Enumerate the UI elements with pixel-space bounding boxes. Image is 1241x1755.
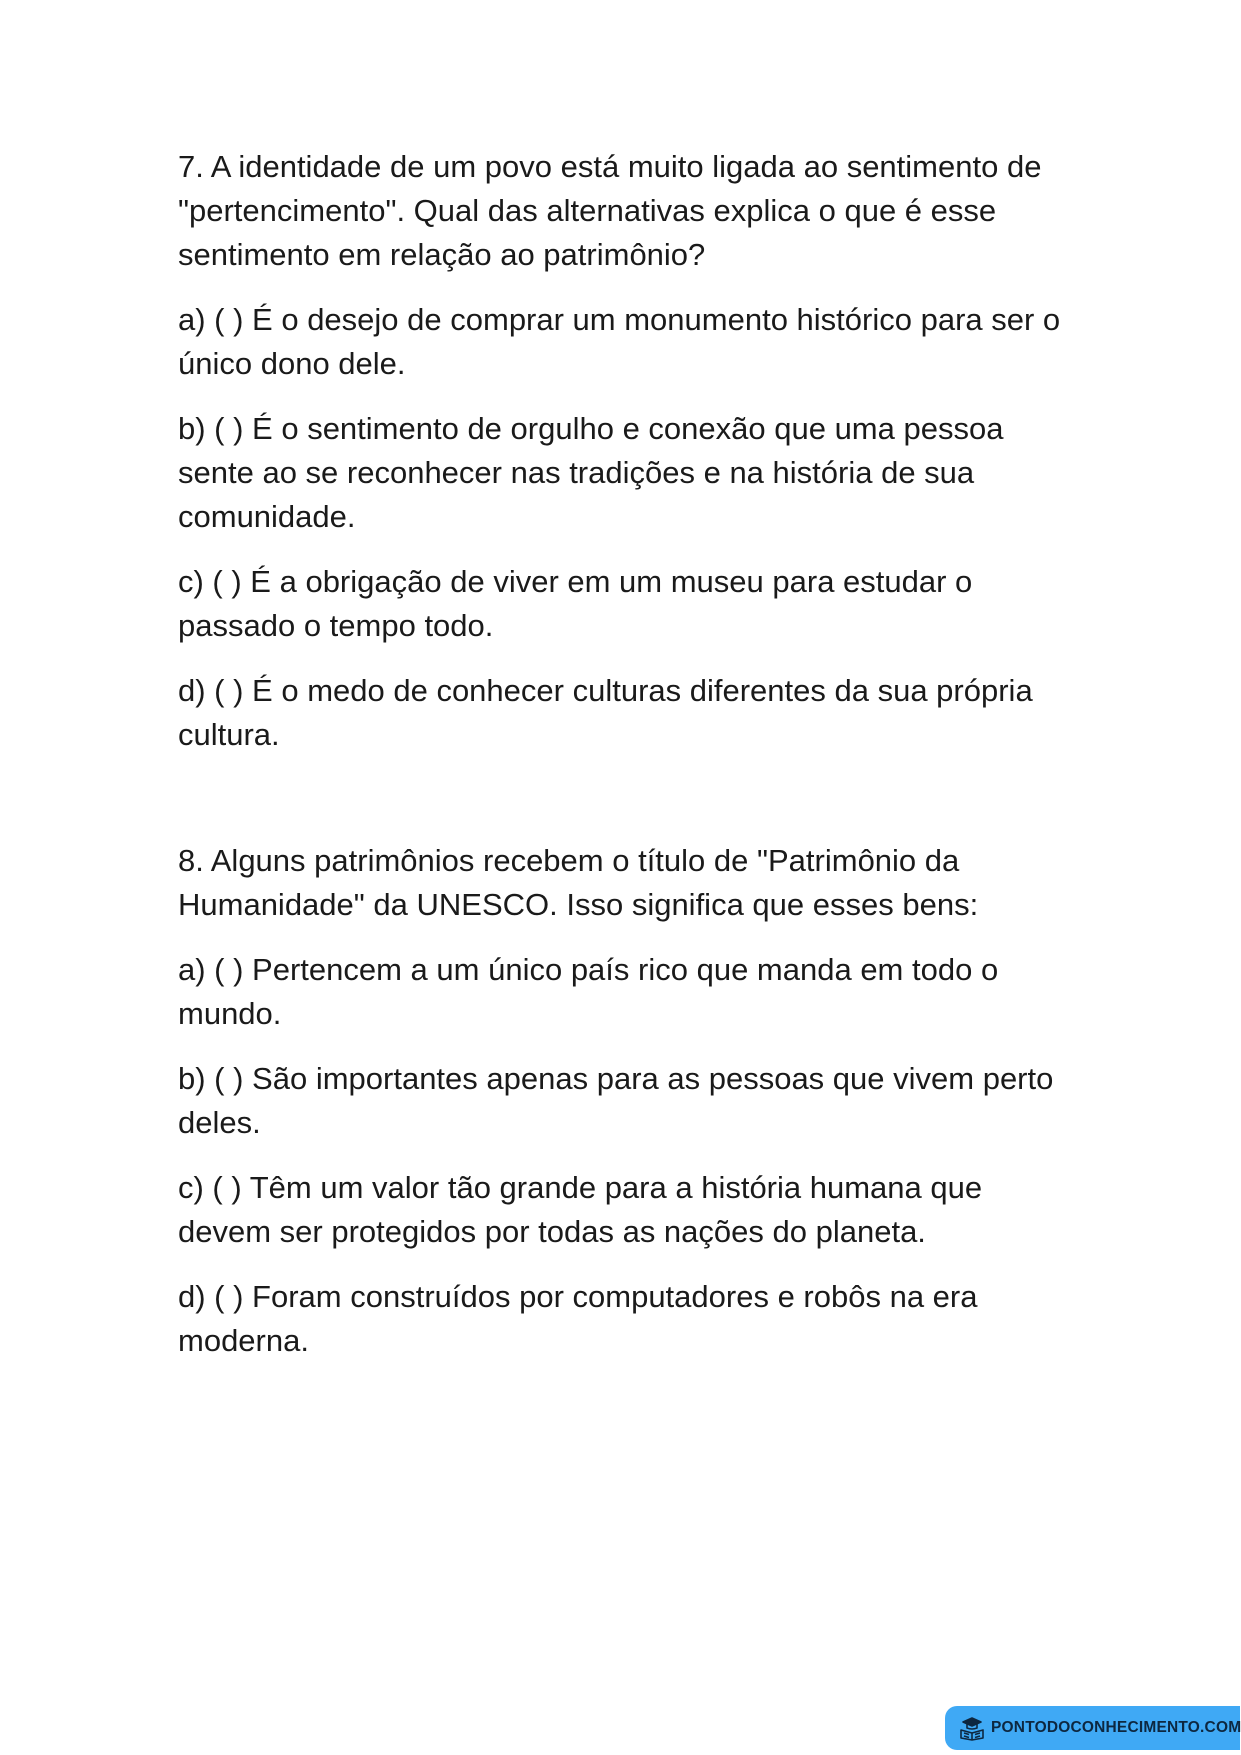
question-stem: 7. A identidade de um povo está muito ligada ao sentimento de "pertencimento". Qual das alternativas explica o que é esse sentimento em relação ao patrimônio? [178, 149, 1042, 272]
site-badge[interactable] [945, 1706, 1240, 1750]
badge-text: PONTODOCONHECIMENTO.COM [991, 1719, 1241, 1736]
option-d: d) ( ) Foram construídos por computadores e robôs na era moderna. [178, 1279, 978, 1358]
graduation-book-icon [957, 1713, 987, 1743]
question-stem: 8. Alguns patrimônios recebem o título de "Patrimônio da Humanidade" da UNESCO. Isso significa que esses bens: [178, 843, 979, 922]
option-a: a) ( ) Pertencem a um único país rico que manda em todo o mundo. [178, 952, 999, 1031]
question-7 [178, 145, 1078, 757]
option-c: c) ( ) Têm um valor tão grande para a história humana que devem ser protegidos por todas as nações do planeta. [178, 1170, 983, 1249]
option-b: b) ( ) São importantes apenas para as pessoas que vivem perto deles. [178, 1061, 1054, 1140]
question-8 [178, 839, 1078, 1363]
worksheet-content [178, 145, 1078, 1384]
option-b: b) ( ) É o sentimento de orgulho e conexão que uma pessoa sente ao se reconhecer nas tradições e na história de sua comunidade. [178, 411, 1004, 534]
option-d: d) ( ) É o medo de conhecer culturas diferentes da sua própria cultura. [178, 673, 1033, 752]
option-c: c) ( ) É a obrigação de viver em um museu para estudar o passado o tempo todo. [178, 564, 973, 643]
option-a: a) ( ) É o desejo de comprar um monumento histórico para ser o único dono dele. [178, 302, 1061, 381]
